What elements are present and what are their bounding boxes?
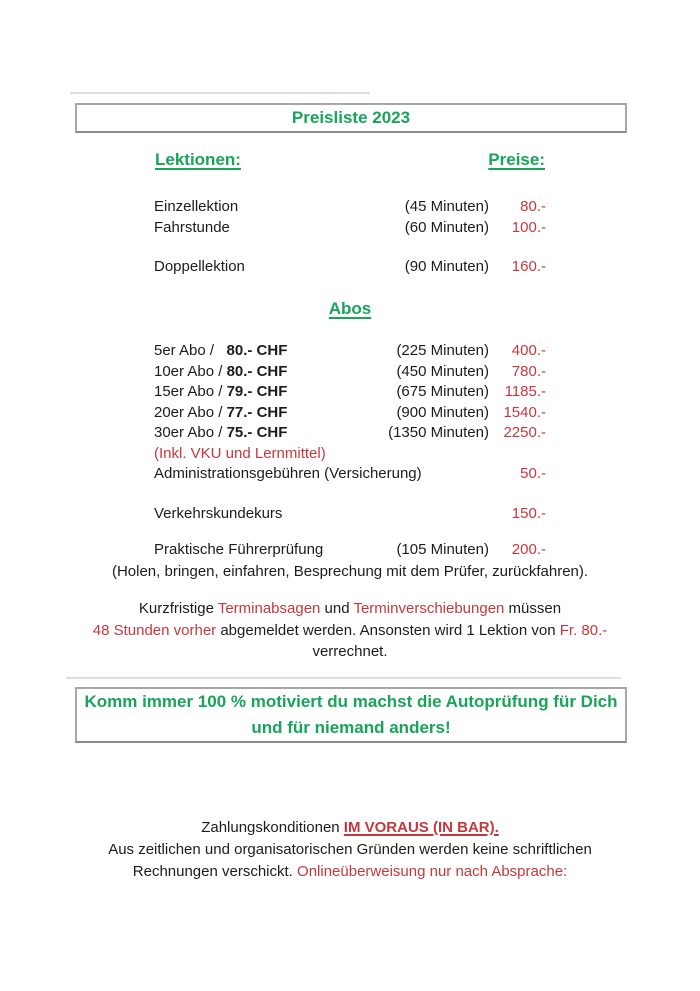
abos-heading-text: Abos — [328, 299, 372, 318]
row-price: 1540.- — [503, 403, 546, 421]
row-label: 5er Abo / 80.- CHF — [154, 342, 288, 359]
row-duration: (1350 Minuten) — [388, 424, 489, 441]
page-title: Preisliste 2023 — [291, 108, 411, 127]
scan-artifact-line — [66, 677, 621, 679]
scan-artifact-line — [70, 92, 370, 94]
row-price: 160.- — [511, 258, 546, 275]
title-box — [75, 103, 627, 133]
row-duration: (225 Minuten) — [396, 342, 489, 359]
lessons-header: Lektionen: — [155, 150, 241, 169]
table-row-abo15 — [154, 382, 546, 403]
abo-inclusion-note: (Inkl. VKU und Lernmittel) — [154, 444, 326, 462]
motivation-text: Komm immer 100 % motiviert du machst die Autoprüfung für Dich und für niemand anders! — [84, 692, 618, 737]
row-duration: (675 Minuten) — [396, 383, 489, 400]
table-row-abo5 — [154, 341, 546, 362]
row-price: 2250.- — [503, 424, 546, 441]
exam-note: (Holen, bringen, einfahren, Besprechung mit dem Prüfer, zurückfahren). — [111, 563, 589, 580]
table-row-einzellektion — [154, 197, 546, 218]
exam-table — [154, 540, 546, 561]
row-label: 10er Abo / 80.- CHF — [154, 362, 288, 380]
row-label: Fahrstunde — [154, 218, 230, 236]
row-duration: (90 Minuten) — [404, 258, 489, 275]
row-price: 780.- — [511, 362, 546, 380]
row-duration: (105 Minuten) — [396, 541, 489, 558]
table-row-admin-fee — [154, 464, 546, 485]
vku-table — [154, 504, 546, 525]
row-price: 100.- — [511, 218, 546, 236]
row-duration: (450 Minuten) — [396, 362, 489, 380]
row-label: Praktische Führerprüfung — [154, 541, 324, 558]
row-price: 80.- — [520, 198, 546, 215]
row-duration: (45 Minuten) — [404, 198, 489, 215]
row-duration: (60 Minuten) — [404, 218, 489, 236]
row-price: 400.- — [511, 342, 546, 359]
row-label: Verkehrskundekurs — [154, 505, 283, 522]
row-label: Administrationsgebühren (Versicherung) — [154, 465, 422, 482]
table-row-exam — [154, 540, 546, 561]
row-price: 1185.- — [504, 383, 546, 400]
table-row-abo20 — [154, 403, 546, 424]
row-label: 15er Abo / 79.- CHF — [154, 383, 288, 400]
table-row-abo30 — [154, 423, 546, 444]
row-price: 200.- — [511, 541, 546, 558]
table-row-fahrstunde — [154, 218, 546, 239]
row-label: 20er Abo / 77.- CHF — [154, 403, 288, 421]
table-row-abo10 — [154, 362, 546, 383]
abos-section-heading — [0, 299, 700, 319]
row-label: 30er Abo / 75.- CHF — [154, 424, 288, 441]
table-row-doppellektion — [154, 257, 546, 278]
motivation-box — [75, 687, 627, 743]
table-row-vku — [154, 504, 546, 525]
lessons-table — [154, 197, 546, 278]
row-gap — [154, 238, 546, 257]
payment-paragraph: Zahlungskonditionen IM VORAUS (IN BAR). Aus zeitlichen und organisatorischen Gründen werden keine schriftlichen Rechnungen verschickt. Onlineüberweisung nur nach Absprache: — [108, 819, 592, 880]
row-label: Doppellektion — [154, 258, 245, 275]
row-price: 150.- — [511, 505, 546, 522]
row-duration: (900 Minuten) — [396, 403, 489, 421]
column-headers — [0, 150, 700, 174]
row-price: 50.- — [520, 465, 546, 482]
prices-header: Preise: — [488, 150, 545, 169]
cancellation-paragraph: Kurzfristige Terminabsagen und Terminverschiebungen müssen 48 Stunden vorher abgemeldet werden. Ansonsten wird 1 Lektion von Fr. 80.- verrechnet. — [92, 600, 608, 660]
row-label: Einzellektion — [154, 198, 239, 215]
abos-table — [154, 341, 546, 485]
